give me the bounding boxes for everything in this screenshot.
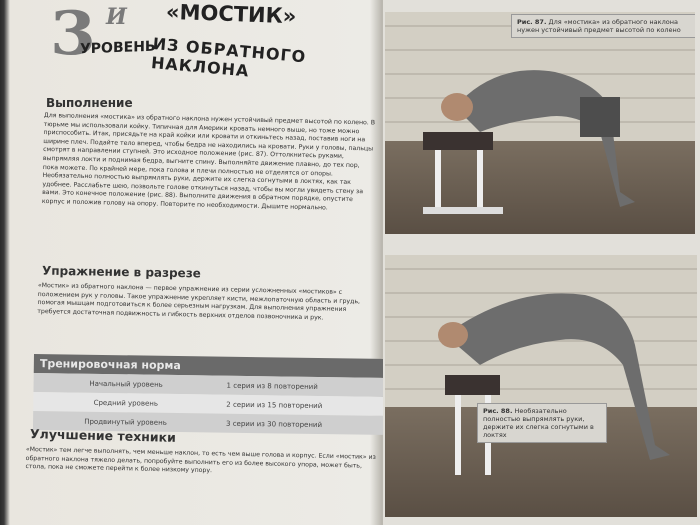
norm-value: 2 серии из 15 повторений [226,400,323,410]
breakdown-text: «Мостик» из обратного наклона — первое упражнение из серии усложненных «мостиков» с положением рук у головы. Такое упражнение укрепляет кисти, межлопаточную область и грудь, помогая мышцам подготовиться к более серьезным нагрузкам. Для выполнения упражнения требуется достаточная подвижность и гибкость верхних отделов позвоночника и рук. [37,282,361,322]
level-word: УРОВЕНЬ [80,38,156,58]
training-norm-heading: Тренировочная норма [34,354,384,378]
norm-level: Начальный уровень [89,379,163,389]
figure-87-label: Рис. 87. [517,18,547,26]
training-norm-table [33,354,384,435]
improve-text: «Мостик» тем легче выполнять, чем меньше наклон, то есть чем выше голова и корпус. Если «мостик» из обратного наклона тяжело делать, попробуйте выполнить его из более высокого упора, может быть, стола, пока не сможете перейти к более низкому упору. [25,446,376,475]
right-page [383,0,700,525]
level-number: 3 [50,0,94,69]
heading-execution: Выполнение [46,96,133,110]
figure-88-photo [385,255,697,517]
level-roman-suffix: И [106,4,127,30]
left-page [8,0,380,525]
chapter-title-line1: «МОСТИК» [165,0,297,29]
norm-value: 3 серии из 30 повторений [225,419,323,429]
norm-level: Продвинутый уровень [84,417,167,427]
figure-87-photo [385,12,695,234]
execution-text: Для выполнения «мостика» из обратного наклона нужен устойчивый предмет высотой по колено. В тюрьме мы использовали койку. Типичная для Америки кровать немного выше, но тоже можно приспособить. Итак, присядьте на край койки или кровати и откиньтесь назад, поставив ноги на ширине плеч. Подайте тело вперед, чтобы бедра не находились на кровати. Руки у головы, пальцы смотрят в направлении ступней. Это исходное положение (рис. 87). Оттолкнитесь руками, выпрямляя локти и поднимая бедра, выгните спину. Выполняйте движение плавно, до тех пор, пока можете. По крайней мере, пока голова и плечи полностью не отделятся от опоры. Необязательно полностью выпрямлять руки, держите их слегка согнутыми в локтях, как так удобнее. Расслабьте шею, позвольте голове откинуться назад, чтобы вы могли увидеть стену за вами. Это конечное положение (рис. 88). Выполните движения в обратном порядке, опустите корпус и положив голову на опору. Повторите по необходимости. Дышите нормально. [41,112,376,212]
norm-level: Средний уровень [93,398,159,408]
figure-88-caption [477,403,607,443]
norm-value: 1 серия из 8 повторений [226,381,318,391]
chapter-title-line2: ИЗ ОБРАТНОГО НАКЛОНА [150,34,308,81]
figure-88-text: Необязательно полностью выпрямлять руки, держите их слегка согнутыми в локтях [483,407,594,439]
figure-88-label: Рис. 88. [483,407,513,415]
heading-breakdown: Упражнение в разрезе [41,263,202,281]
figure-87-text: Для «мостика» из обратного наклона нужен устойчивый предмет высотой по колено [517,18,681,34]
heading-improve: Улучшение техники [29,426,177,445]
figure-87-caption [511,14,695,38]
